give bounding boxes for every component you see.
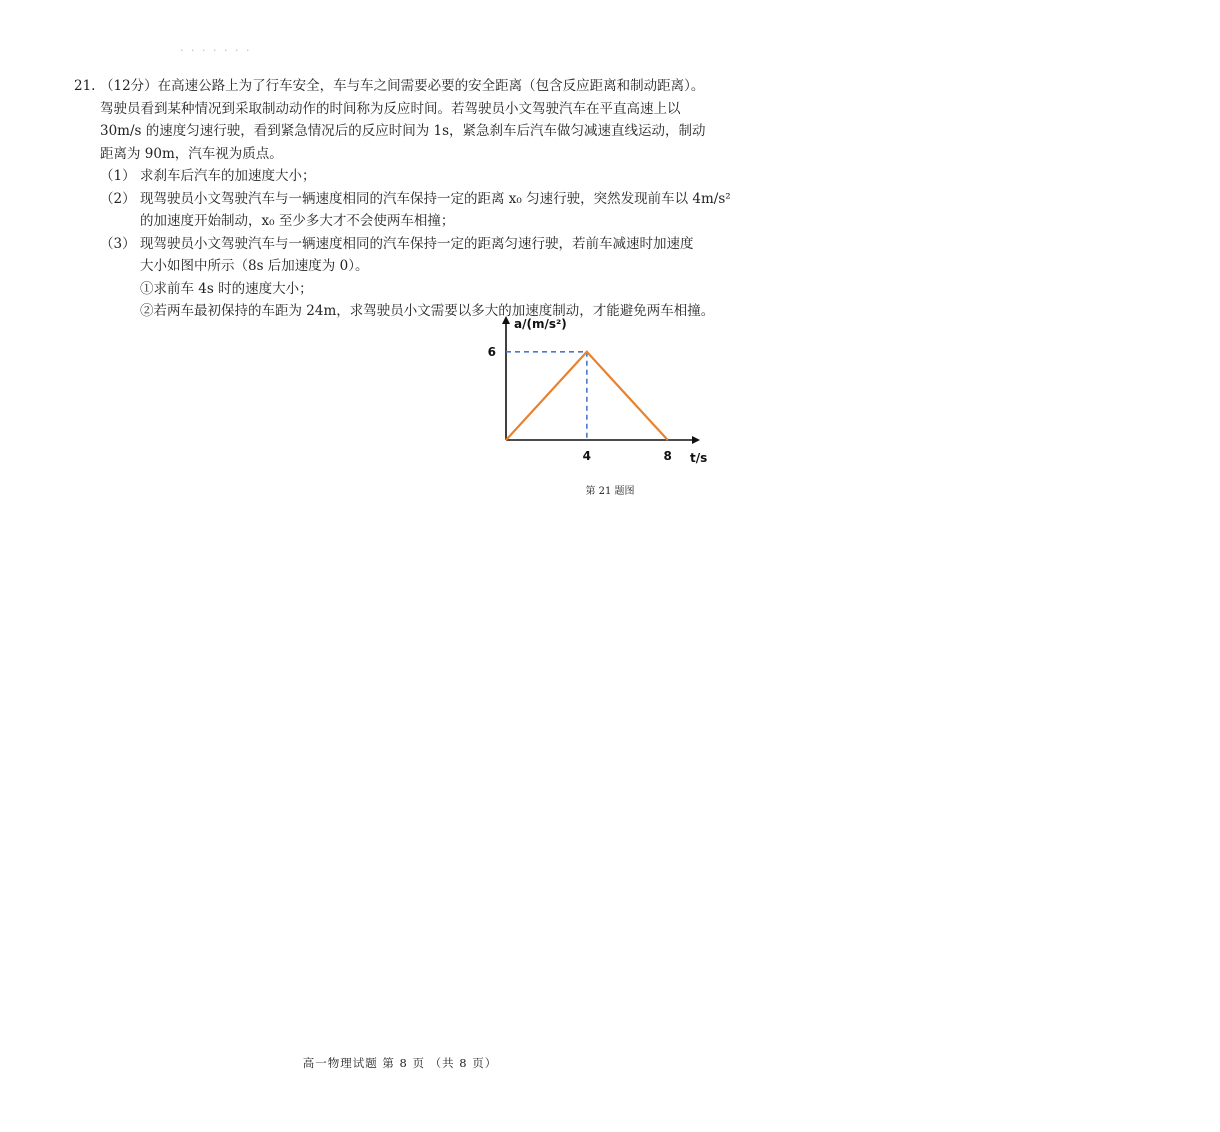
- part-2-line-1: （2） 现驾驶员小文驾驶汽车与一辆速度相同的汽车保持一定的距离 x₀ 匀速行驶，突然发现前车以 4m/s²: [100, 190, 731, 207]
- x-axis-label: t/s: [690, 451, 708, 465]
- y-tick-label: 6: [487, 344, 496, 359]
- question-intro-line-1: 21. （12分）在高速公路上为了行车安全，车与车之间需要必要的安全距离（包含反应距离和制动距离）。: [74, 75, 736, 98]
- page-footer: 高一物理试题 第 8 页 （共 8 页）: [302, 1056, 498, 1070]
- part-3-sub-2: ②若两车最初保持的车距为 24m，求驾驶员小文需要以多大的加速度制动，才能避免两车相撞。: [140, 303, 715, 319]
- question-number: 21.: [74, 78, 96, 94]
- x-tick-label: 8: [663, 449, 672, 463]
- question-intro-line-3: 30m/s 的速度匀速行驶，看到紧急情况后的反应时间为 1s，紧急刹车后汽车做匀减速直线运动，制动: [100, 123, 706, 139]
- chart-svg: [487, 312, 730, 470]
- faint-header-residue: · · · · · · ·: [180, 44, 252, 57]
- part-3-sub-1: ①求前车 4s 时的速度大小；: [140, 280, 313, 297]
- question-21: [74, 75, 736, 323]
- part-3-line-2: 大小如图中所示（8s 后加速度为 0）。: [140, 258, 369, 274]
- y-axis-label: a/(m/s²): [514, 317, 567, 331]
- question-intro-line-4: 距离为 90m，汽车视为质点。: [100, 145, 283, 162]
- figure-caption: 第 21 题图: [585, 486, 635, 497]
- acceleration-time-chart: [487, 312, 730, 470]
- question-intro-line-2: 驾驶员看到某种情况到采取制动动作的时间称为反应时间。若驾驶员小文驾驶汽车在平直高速上以: [100, 100, 681, 117]
- part-1: （1） 求刹车后汽车的加速度大小；: [100, 168, 316, 184]
- part-3-line-1: （3） 现驾驶员小文驾驶汽车与一辆速度相同的汽车保持一定的距离匀速行驶，若前车减速时加速度: [100, 235, 694, 252]
- x-tick-label: 4: [582, 449, 592, 463]
- part-2-line-2: 的加速度开始制动，x₀ 至少多大才不会使两车相撞；: [140, 213, 455, 229]
